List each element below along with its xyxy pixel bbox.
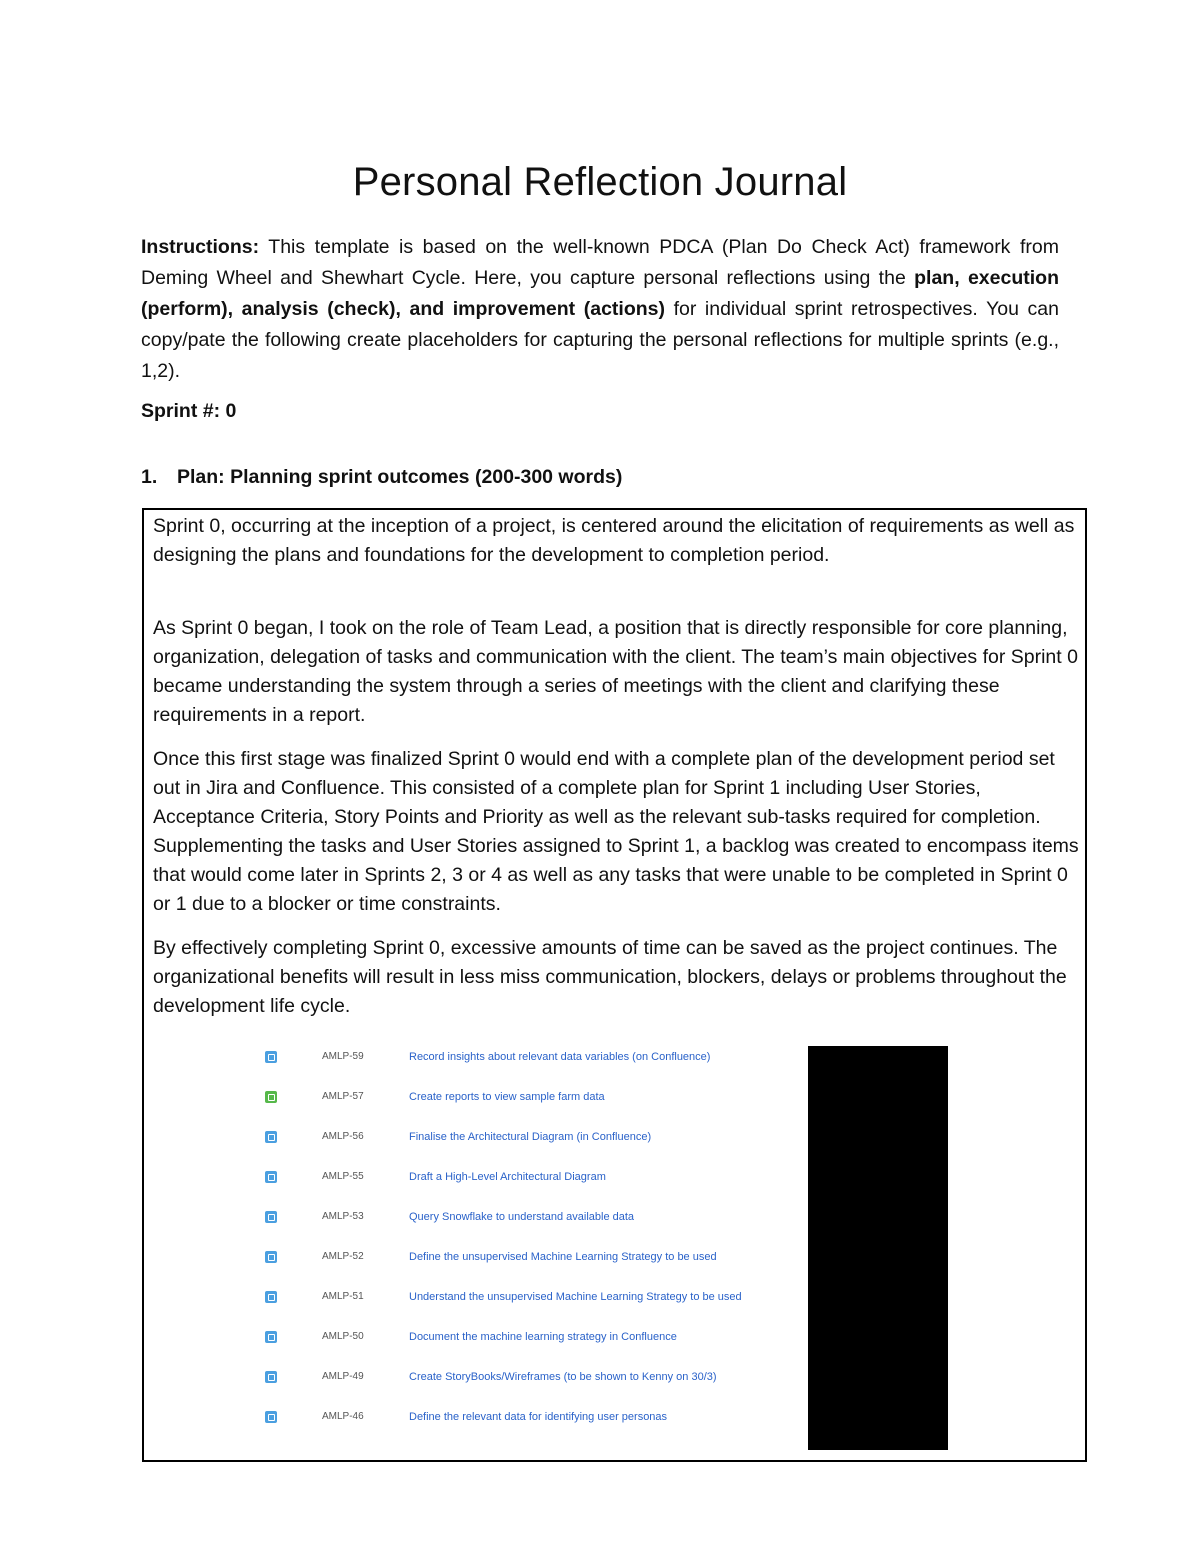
subtask-icon [265, 1411, 277, 1423]
task-key[interactable]: AMLP-50 [322, 1331, 364, 1342]
task-summary-link[interactable]: Document the machine learning strategy in Confluence [409, 1331, 677, 1343]
subtask-icon [265, 1211, 277, 1223]
task-summary-link[interactable]: Draft a High-Level Architectural Diagram [409, 1171, 606, 1183]
reflection-paragraph-3: Once this first stage was finalized Sprint 0 would end with a complete plan of the development period set out in Jira and Confluence. This consisted of a complete plan for Sprint 1 including User Stories, Acceptance Criteria, Story Points and Priority as well as the relevant sub-tasks required for completion. Supplementing the tasks and User Stories assigned to Sprint 1, a backlog was created to encompass items that would come later in Sprints 2, 3 or 4 as well as any tasks that were unable to be completed in Sprint 0 or 1 due to a blocker or time constraints. [153, 748, 1079, 915]
task-summary-link[interactable]: Record insights about relevant data variables (on Confluence) [409, 1051, 711, 1063]
task-summary-link[interactable]: Define the unsupervised Machine Learning Strategy to be used [409, 1251, 717, 1263]
task-key[interactable]: AMLP-57 [322, 1091, 364, 1102]
task-key[interactable]: AMLP-51 [322, 1291, 364, 1302]
task-summary-link[interactable]: Query Snowflake to understand available data [409, 1211, 635, 1223]
section-heading-text: Plan: Planning sprint outcomes (200-300 words) [177, 466, 623, 488]
section-heading [141, 466, 622, 489]
instructions-paragraph [141, 232, 1059, 387]
reflection-paragraph-1: Sprint 0, occurring at the inception of a project, is centered around the elicitation of requirements as well as designing the plans and foundations for the development to completion period. [153, 515, 1075, 566]
task-key[interactable]: AMLP-55 [322, 1171, 364, 1182]
subtask-icon [265, 1331, 277, 1343]
task-summary-link[interactable]: Define the relevant data for identifying user personas [409, 1411, 668, 1423]
subtask-icon [265, 1371, 277, 1383]
task-summary-link[interactable]: Create reports to view sample farm data [409, 1091, 605, 1103]
page-title: Personal Reflection Journal [352, 160, 848, 204]
instructions-text-a: This template is based on the well-known PDCA (Plan Do Check Act) framework from Deming Wheel and Shewhart Cycle. Here, you capture personal reflections using the [141, 236, 1059, 289]
sprint-number: Sprint #: 0 [141, 400, 237, 422]
task-key[interactable]: AMLP-49 [322, 1371, 364, 1382]
task-key[interactable]: AMLP-59 [322, 1051, 364, 1062]
story-icon [265, 1091, 277, 1103]
instructions-text-b: for individual sprint retrospectives. You can copy/pate the following create placeholders for capturing the personal reflections for multiple sprints (e.g., 1,2). [141, 298, 1059, 382]
subtask-icon [265, 1251, 277, 1263]
subtask-icon [265, 1051, 277, 1063]
subtask-icon [265, 1131, 277, 1143]
instructions-label: Instructions: [141, 236, 260, 258]
task-key[interactable]: AMLP-53 [322, 1211, 364, 1222]
task-summary-link[interactable]: Finalise the Architectural Diagram (in Confluence) [409, 1131, 652, 1143]
task-summary-link[interactable]: Understand the unsupervised Machine Learning Strategy to be used [409, 1291, 742, 1303]
task-key[interactable]: AMLP-52 [322, 1251, 364, 1262]
task-key[interactable]: AMLP-46 [322, 1411, 364, 1422]
reflection-paragraph-2: As Sprint 0 began, I took on the role of Team Lead, a position that is directly responsible for core planning, organization, delegation of tasks and communication with the client. The team’s main objectives for Sprint 0 became understanding the system through a series of meetings with the client and clarifying these requirements in a report. [153, 617, 1078, 726]
reflection-paragraph-4: By effectively completing Sprint 0, excessive amounts of time can be saved as the project continues. The organizational benefits will result in less miss communication, blockers, delays or problems throughout the development life cycle. [153, 937, 1067, 1017]
subtask-icon [265, 1291, 277, 1303]
section-number: 1. [141, 466, 158, 488]
task-summary-link[interactable]: Create StoryBooks/Wireframes (to be shown to Kenny on 30/3) [409, 1371, 717, 1383]
redaction-block [808, 1046, 948, 1450]
task-key[interactable]: AMLP-56 [322, 1131, 364, 1142]
reflection-box [142, 508, 1087, 1462]
subtask-icon [265, 1171, 277, 1183]
instructions-bold-text: plan, execution (perform), analysis (check), and improvement (actions) [141, 267, 1059, 320]
